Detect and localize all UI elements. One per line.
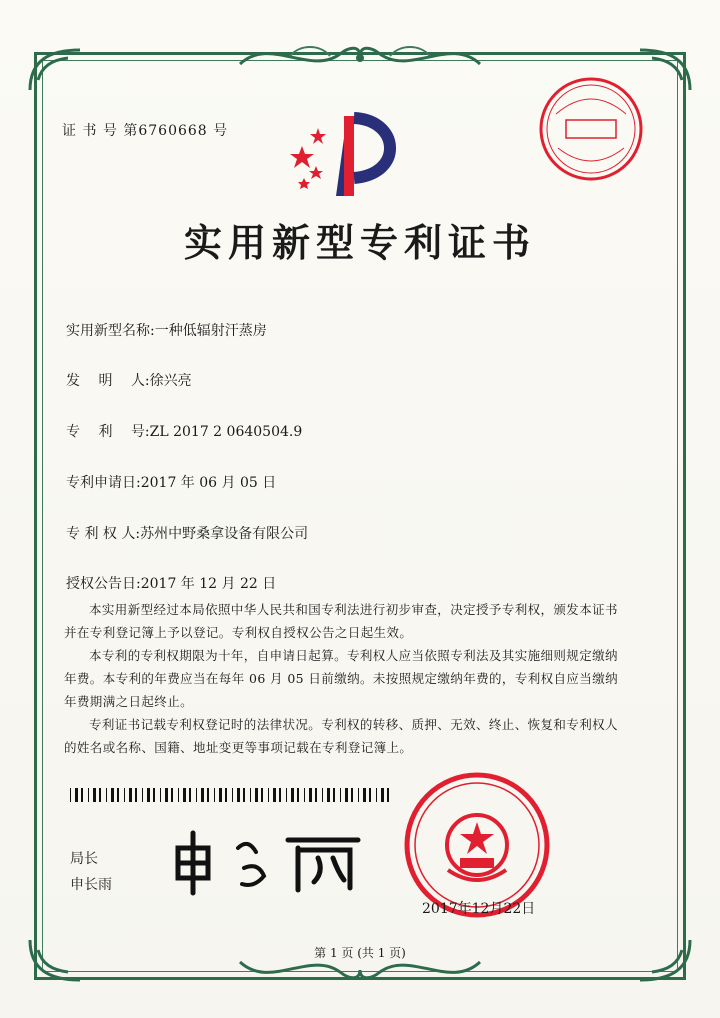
corner-ornament-top-left-icon: [20, 40, 90, 100]
director-signature-icon: [168, 818, 368, 898]
certificate-number: [62, 120, 228, 140]
field-patent-number: [66, 421, 302, 441]
field-label: 发 明 人:: [66, 373, 150, 389]
body-paragraph-1: 本实用新型经过本局依照中华人民共和国专利法进行初步审查，决定授予专利权，颁发本证书并在专利登记簿上予以登记。专利权自授权公告之日起生效。: [64, 602, 618, 640]
director-title: 局长: [70, 851, 98, 867]
field-label: 实用新型名称:: [66, 323, 155, 339]
body-paragraph-2: 本专利的专利权期限为十年，自申请日起算。专利权人应当依照专利法及其实施细则规定缴纳年费。本专利的年费应当在每年 06 月 05 日前缴纳。未按照规定缴纳年费的，专利权自应当缴纳年费期满之日起终止。: [64, 648, 619, 709]
certificate-number-suffix: 号: [213, 123, 229, 139]
field-utility-model-name: [66, 320, 267, 340]
agency-stamp-icon: [536, 74, 646, 184]
top-ornament-icon: [230, 36, 490, 76]
certificate-number-label: 证 书 号 第: [62, 123, 139, 139]
patent-office-logo-icon: [288, 108, 408, 204]
field-value: 一种低辐射汗蒸房: [154, 323, 267, 339]
field-label: 授权公告日:: [66, 576, 141, 592]
field-label: 专 利 权 人:: [66, 526, 141, 542]
page-number: 第 1 页 (共 1 页): [314, 946, 406, 960]
field-patentee: [66, 523, 308, 543]
field-value: ZL 2017 2 0640504.9: [149, 424, 303, 440]
director-name: 申长雨: [70, 877, 112, 893]
field-value: 徐兴亮: [149, 373, 192, 389]
certificate-title: 实用新型专利证书: [183, 220, 536, 265]
body-paragraph-3: 专利证书记载专利权登记时的法律状况。专利权的转移、质押、无效、终止、恢复和专利权人的姓名或名称、国籍、地址变更等事项记载在专利登记簿上。: [64, 717, 618, 755]
field-filing-date: [66, 472, 276, 492]
field-label: 专 利 号:: [66, 424, 150, 440]
field-value: 2017 年 12 月 22 日: [140, 576, 277, 592]
field-value: 苏州中野桑拿设备有限公司: [140, 526, 309, 542]
field-grant-date: [66, 573, 276, 593]
field-label: 专利申请日:: [66, 475, 141, 491]
barcode-icon: [70, 788, 390, 802]
seal-date: 2017年12月22日: [422, 901, 536, 917]
field-value: 2017 年 06 月 05 日: [140, 475, 277, 491]
certificate-body: [64, 598, 624, 759]
field-inventor: [66, 370, 192, 390]
certificate-number-value: 6760668: [138, 123, 208, 139]
